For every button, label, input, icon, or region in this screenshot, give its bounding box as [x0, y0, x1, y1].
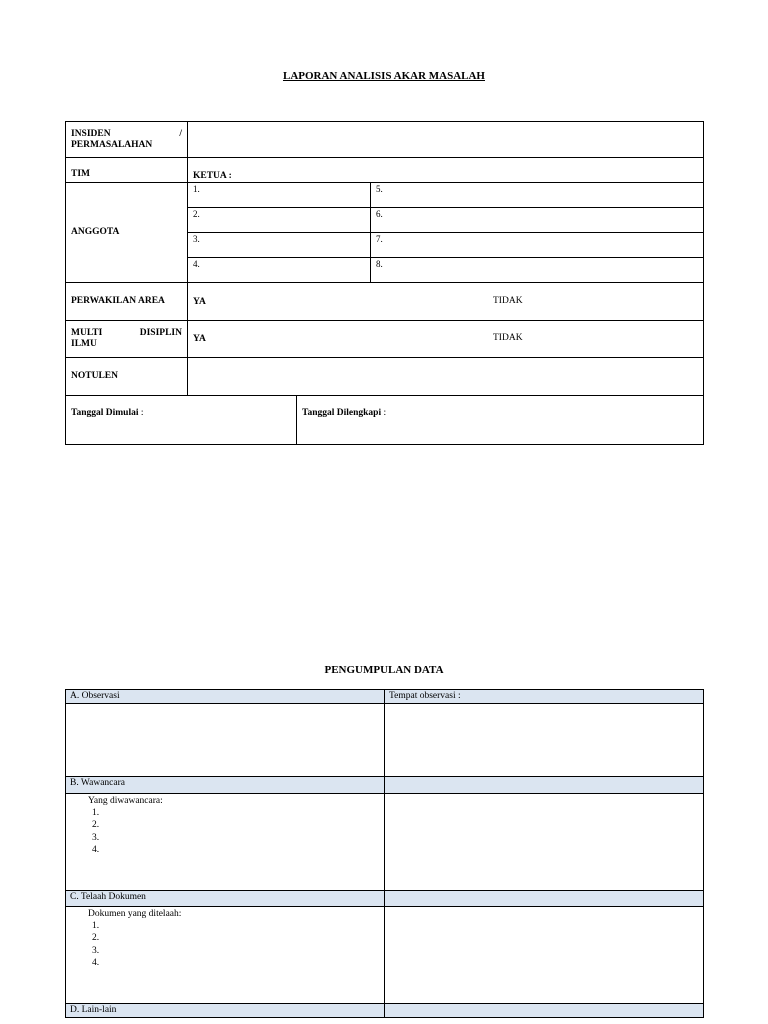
wawancara-header-right [385, 777, 704, 794]
telaah-header: C. Telaah Dokumen [66, 891, 385, 907]
observasi-header: A. Observasi [66, 690, 385, 704]
insiden-input-cell[interactable] [188, 122, 704, 158]
tanggal-dimulai-label: Tanggal Dimulai [71, 408, 139, 418]
anggota-8[interactable]: 8. [371, 258, 704, 283]
report-title: LAPORAN ANALISIS AKAR MASALAH [282, 70, 485, 82]
anggota-7[interactable]: 7. [371, 233, 704, 258]
perwakilan-area-options[interactable] [188, 283, 704, 321]
tanggal-dilengkapi-label: Tanggal Dilengkapi [302, 408, 382, 418]
lain-lain-header: D. Lain-lain [66, 1004, 385, 1018]
report-form-table [65, 121, 704, 445]
multi-disiplin-label: MULTI DISIPLIN ILMU [66, 321, 188, 358]
anggota-3[interactable]: 3. [188, 233, 371, 258]
perwakilan-ya[interactable]: YA [193, 296, 206, 307]
tempat-observasi-body[interactable] [385, 704, 704, 777]
lain-lain-header-right [385, 1004, 704, 1018]
perwakilan-tidak[interactable]: TIDAK [493, 296, 523, 306]
observasi-body[interactable] [66, 704, 385, 777]
anggota-4[interactable]: 4. [188, 258, 371, 283]
multi-tidak[interactable]: TIDAK [493, 333, 523, 343]
notulen-label: NOTULEN [66, 358, 188, 396]
list-item: 1. [92, 808, 100, 819]
list-item: 2. [92, 820, 100, 831]
tanggal-dilengkapi-cell[interactable]: Tanggal Dilengkapi : [297, 396, 704, 445]
list-item: 3. [92, 945, 100, 956]
list-item: 2. [92, 933, 100, 944]
telaah-body-right[interactable] [385, 907, 704, 1004]
wawancara-body-right[interactable] [385, 794, 704, 891]
tim-label: TIM [66, 158, 188, 183]
anggota-label: ANGGOTA [66, 183, 188, 283]
telaah-body[interactable] [66, 907, 385, 1004]
perwakilan-area-label: PERWAKILAN AREA [66, 283, 188, 321]
list-item: 4. [92, 957, 100, 968]
wawancara-body[interactable] [66, 794, 385, 891]
insiden-label: INSIDEN / PERMASALAHAN [66, 122, 188, 158]
data-collection-table [65, 689, 704, 1018]
wawancara-sub-label: Yang diwawancara: [88, 796, 163, 806]
wawancara-header: B. Wawancara [66, 777, 385, 794]
tempat-observasi-header: Tempat observasi : [385, 690, 704, 704]
list-item: 4. [92, 844, 100, 855]
notulen-input-cell[interactable] [188, 358, 704, 396]
ketua-field[interactable]: KETUA : [188, 158, 704, 183]
telaah-sub-label: Dokumen yang ditelaah: [88, 909, 182, 919]
telaah-header-right [385, 891, 704, 907]
multi-ya[interactable]: YA [193, 334, 206, 344]
data-section-title: PENGUMPULAN DATA [324, 664, 444, 676]
tanggal-dimulai-cell[interactable]: Tanggal Dimulai : [66, 396, 297, 445]
anggota-2[interactable]: 2. [188, 208, 371, 233]
multi-disiplin-options[interactable] [188, 321, 704, 358]
anggota-5[interactable]: 5. [371, 183, 704, 208]
anggota-1[interactable]: 1. [188, 183, 371, 208]
list-item: 3. [92, 832, 100, 843]
anggota-6[interactable]: 6. [371, 208, 704, 233]
list-item: 1. [92, 921, 100, 932]
